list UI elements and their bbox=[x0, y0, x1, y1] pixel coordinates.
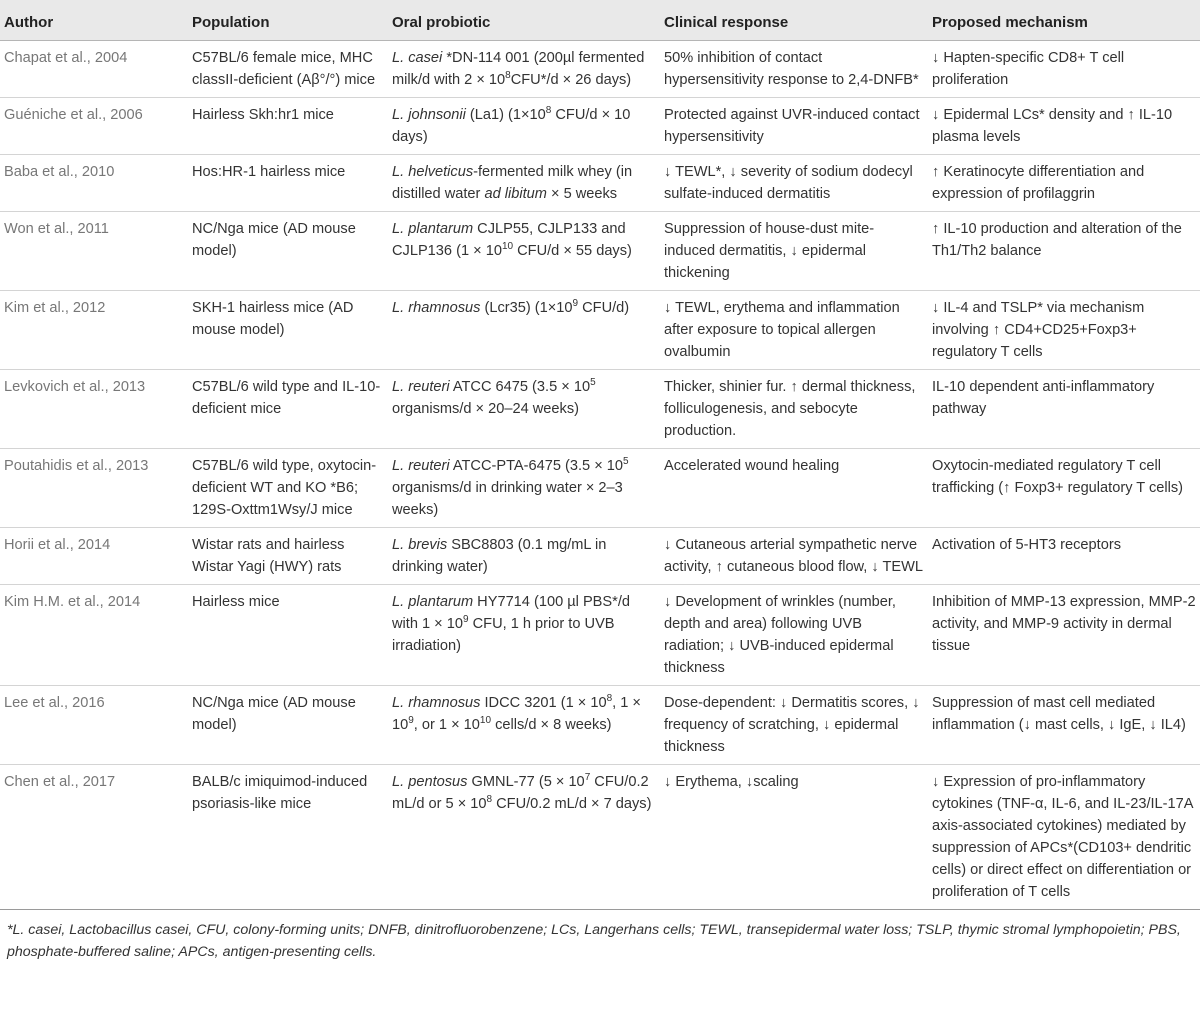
exponent: 8 bbox=[505, 70, 511, 81]
species-name: L. rhamnosus bbox=[392, 300, 481, 316]
population-cell: C57BL/6 wild type, oxytocin-deficient WT and KO *B6; 129S-Oxttm1Wsy/J mice bbox=[192, 458, 377, 518]
proposed-mechanism-cell: Oxytocin-mediated regulatory T cell trafficking (↑ Foxp3+ regulatory T cells) bbox=[932, 458, 1184, 496]
exponent: 9 bbox=[572, 298, 579, 309]
exponent: 9 bbox=[463, 614, 469, 625]
probiotic-details: ATCC 6475 (3.5 × 10 bbox=[449, 379, 591, 395]
table-row bbox=[0, 41, 1200, 98]
population-cell: Wistar rats and hairless Wistar Yagi (HWY) rats bbox=[192, 537, 345, 575]
clinical-response-cell: Dose-dependent: ↓ Dermatitis scores, ↓ frequency of scratching, ↓ epidermal thickness bbox=[664, 695, 920, 755]
probiotic-details: *DN-114 001 (200µl fermented milk/d with 2 × 10 bbox=[392, 50, 645, 88]
species-name: L. helveticus bbox=[392, 164, 474, 180]
oral-probiotic-cell bbox=[388, 155, 660, 212]
probiotic-details: -fermented milk whey (in distilled water bbox=[392, 164, 633, 202]
exponent: 10 bbox=[479, 715, 492, 726]
species-name: L. reuteri bbox=[392, 458, 450, 474]
table-row bbox=[0, 212, 1200, 291]
table-row bbox=[0, 528, 1200, 585]
column-header-population: Population bbox=[188, 0, 388, 41]
probiotic-details: ATCC-PTA-6475 (3.5 × 10 bbox=[449, 458, 624, 474]
probiotic-details: × 5 weeks bbox=[546, 186, 618, 202]
probiotic-details: organisms/d in drinking water × 2–3 weeks) bbox=[392, 480, 623, 518]
oral-probiotic-cell bbox=[388, 291, 660, 370]
population-cell: Hairless Skh:hr1 mice bbox=[192, 107, 334, 123]
proposed-mechanism-cell: ↓ Epidermal LCs* density and ↑ IL-10 plasma levels bbox=[932, 107, 1173, 145]
exponent: 8 bbox=[486, 794, 493, 805]
column-header-author: Author bbox=[0, 0, 188, 41]
table-row bbox=[0, 291, 1200, 370]
author-cell: Horii et al., 2014 bbox=[4, 537, 111, 553]
probiotic-details: IDCC 3201 (1 × 10 bbox=[480, 695, 607, 711]
table-row bbox=[0, 449, 1200, 528]
italic-term: ad libitum bbox=[484, 186, 547, 202]
author-cell: Levkovich et al., 2013 bbox=[4, 379, 146, 395]
probiotic-details: CFU/d × 55 days) bbox=[513, 243, 632, 259]
probiotic-details: , or 1 × 10 bbox=[413, 717, 480, 733]
table-footnote: *L. casei, Lactobacillus casei, CFU, colony-forming units; DNFB, dinitrofluorobenzene; LCs, Langerhans cells; TEWL, transepidermal water loss; TSLP, thymic stromal lymphopoietin; PBS, phosphate-buffered saline; APCs, antigen-presenting cells. bbox=[7, 922, 1181, 960]
proposed-mechanism-cell: ↓ Hapten-specific CD8+ T cell proliferation bbox=[932, 50, 1125, 88]
probiotic-details: (La1) (1×10 bbox=[465, 107, 546, 123]
table-body bbox=[0, 41, 1200, 910]
exponent: 5 bbox=[623, 456, 629, 467]
author-cell: Kim H.M. et al., 2014 bbox=[4, 594, 141, 610]
proposed-mechanism-cell: ↓ Expression of pro-inflammatory cytokines (TNF-α, IL-6, and IL-23/IL-17A axis-associated cytokines) mediated by suppression of APCs*(CD103+ dendritic cells) or direct effect on differentiation or proliferation of T cells bbox=[932, 774, 1193, 900]
species-name: L. rhamnosus bbox=[392, 695, 481, 711]
probiotic-details: GMNL-77 (5 × 10 bbox=[467, 774, 585, 790]
exponent: 9 bbox=[408, 715, 414, 726]
author-cell: Baba et al., 2010 bbox=[4, 164, 115, 180]
clinical-response-cell: 50% inhibition of contact hypersensitivity response to 2,4-DNFB* bbox=[664, 50, 919, 88]
proposed-mechanism-cell: Inhibition of MMP-13 expression, MMP-2 activity, and MMP-9 activity in dermal tissue bbox=[932, 594, 1196, 654]
probiotic-details: cells/d × 8 weeks) bbox=[491, 717, 612, 733]
table-row bbox=[0, 585, 1200, 686]
population-cell: C57BL/6 female mice, MHC classII-deficient (Aβ°/°) mice bbox=[192, 50, 376, 88]
table-row bbox=[0, 370, 1200, 449]
table-row bbox=[0, 155, 1200, 212]
author-cell: Poutahidis et al., 2013 bbox=[4, 458, 149, 474]
clinical-response-cell: ↓ TEWL, erythema and inflammation after exposure to topical allergen ovalbumin bbox=[664, 300, 900, 360]
clinical-response-cell: Protected against UVR-induced contact hypersensitivity bbox=[664, 107, 920, 145]
probiotic-details: CFU/d × 10 days) bbox=[392, 107, 631, 145]
population-cell: SKH-1 hairless mice (AD mouse model) bbox=[192, 300, 354, 338]
species-name: L. casei bbox=[392, 50, 443, 66]
author-cell: Guéniche et al., 2006 bbox=[4, 107, 143, 123]
table-row bbox=[0, 686, 1200, 765]
population-cell: C57BL/6 wild type and IL-10-deficient mice bbox=[192, 379, 381, 417]
species-name: L. pentosus bbox=[392, 774, 468, 790]
column-header-proposed-mechanism: Proposed mechanism bbox=[928, 0, 1200, 41]
oral-probiotic-cell bbox=[388, 449, 660, 528]
proposed-mechanism-cell: Suppression of mast cell mediated inflammation (↓ mast cells, ↓ IgE, ↓ IL4) bbox=[932, 695, 1186, 733]
clinical-response-cell: ↓ Development of wrinkles (number, depth and area) following UVB radiation; ↓ UVB-induced epidermal thickness bbox=[664, 594, 896, 676]
column-header-clinical-response: Clinical response bbox=[660, 0, 928, 41]
population-cell: BALB/c imiquimod-induced psoriasis-like mice bbox=[192, 774, 368, 812]
species-name: L. reuteri bbox=[392, 379, 450, 395]
probiotic-details: CFU/0.2 mL/d or 5 × 10 bbox=[392, 774, 649, 812]
oral-probiotic-cell bbox=[388, 370, 660, 449]
population-cell: NC/Nga mice (AD mouse model) bbox=[192, 221, 356, 259]
species-name: L. plantarum bbox=[392, 221, 474, 237]
author-cell: Lee et al., 2016 bbox=[4, 695, 105, 711]
exponent: 10 bbox=[501, 241, 514, 252]
probiotic-details: CFU, 1 h prior to UVB irradiation) bbox=[392, 616, 615, 654]
table-row bbox=[0, 765, 1200, 910]
population-cell: Hos:HR-1 hairless mice bbox=[192, 164, 346, 180]
clinical-response-cell: ↓ TEWL*, ↓ severity of sodium dodecyl sulfate-induced dermatitis bbox=[664, 164, 913, 202]
header-row bbox=[0, 0, 1200, 41]
clinical-response-cell: Suppression of house-dust mite-induced dermatitis, ↓ epidermal thickening bbox=[664, 221, 875, 281]
species-name: L. plantarum bbox=[392, 594, 474, 610]
probiotic-details: organisms/d × 20–24 weeks) bbox=[392, 401, 579, 417]
probiotic-details: CFU/0.2 mL/d × 7 days) bbox=[492, 796, 652, 812]
proposed-mechanism-cell: ↑ IL-10 production and alteration of the Th1/Th2 balance bbox=[932, 221, 1182, 259]
species-name: L. johnsonii bbox=[392, 107, 466, 123]
exponent: 5 bbox=[590, 377, 596, 388]
probiotic-details: HY7714 (100 µl PBS*/d with 1 × 10 bbox=[392, 594, 630, 632]
table-row bbox=[0, 98, 1200, 155]
species-name: L. brevis bbox=[392, 537, 448, 553]
author-cell: Chapat et al., 2004 bbox=[4, 50, 128, 66]
proposed-mechanism-cell: ↓ IL-4 and TSLP* via mechanism involving ↑ CD4+CD25+Foxp3+ regulatory T cells bbox=[932, 300, 1145, 360]
population-cell: NC/Nga mice (AD mouse model) bbox=[192, 695, 356, 733]
probiotic-details: CJLP55, CJLP133 and CJLP136 (1 × 10 bbox=[392, 221, 626, 259]
oral-probiotic-cell bbox=[388, 528, 660, 585]
clinical-response-cell: ↓ Cutaneous arterial sympathetic nerve activity, ↑ cutaneous blood flow, ↓ TEWL bbox=[664, 537, 924, 575]
exponent: 7 bbox=[584, 772, 591, 783]
proposed-mechanism-cell: Activation of 5-HT3 receptors bbox=[932, 537, 1121, 553]
exponent: 8 bbox=[606, 693, 613, 704]
probiotic-details: (Lcr35) (1×10 bbox=[480, 300, 573, 316]
probiotic-details: , 1 × 10 bbox=[392, 695, 641, 733]
oral-probiotic-cell bbox=[388, 765, 660, 910]
probiotic-details: SBC8803 (0.1 mg/mL in drinking water) bbox=[392, 537, 607, 575]
population-cell: Hairless mice bbox=[192, 594, 280, 610]
author-cell: Chen et al., 2017 bbox=[4, 774, 116, 790]
clinical-response-cell: Thicker, shinier fur. ↑ dermal thickness, folliculogenesis, and sebocyte production. bbox=[664, 379, 916, 439]
column-header-oral-probiotic: Oral probiotic bbox=[388, 0, 660, 41]
oral-probiotic-cell bbox=[388, 98, 660, 155]
proposed-mechanism-cell: ↑ Keratinocyte differentiation and expression of profilaggrin bbox=[932, 164, 1145, 202]
clinical-response-cell: Accelerated wound healing bbox=[664, 458, 840, 474]
oral-probiotic-cell bbox=[388, 686, 660, 765]
oral-probiotic-cell bbox=[388, 212, 660, 291]
probiotic-details: CFU*/d × 26 days) bbox=[510, 72, 632, 88]
author-cell: Won et al., 2011 bbox=[4, 221, 109, 237]
oral-probiotic-cell bbox=[388, 585, 660, 686]
probiotic-details: CFU/d) bbox=[578, 300, 630, 316]
author-cell: Kim et al., 2012 bbox=[4, 300, 106, 316]
proposed-mechanism-cell: IL-10 dependent anti-inflammatory pathway bbox=[932, 379, 1155, 417]
exponent: 8 bbox=[545, 105, 552, 116]
oral-probiotic-cell bbox=[388, 41, 660, 98]
clinical-response-cell: ↓ Erythema, ↓scaling bbox=[664, 774, 799, 790]
